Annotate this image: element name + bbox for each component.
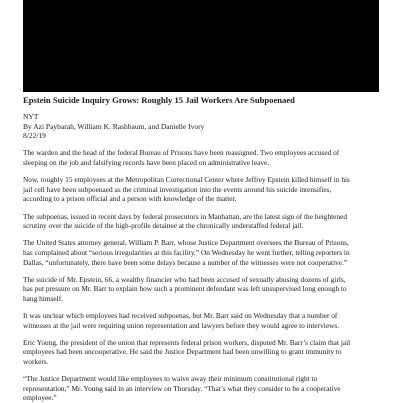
paragraph-line: according to a prison official and a person with knowledge of the matter. [23, 194, 237, 204]
paragraph-line: The United States attorney general, William P. Barr, whose Justice Department oversees the Bureau of Prisons, [23, 238, 349, 248]
paragraph-line: “The Justice Department would like employees to waive away their minimum constitutional right to [23, 374, 318, 384]
paragraph-line: Eric Young, the president of the union that represents federal prison workers, disputed Mr. Barr’s claim that jail [23, 337, 351, 347]
article-meta [23, 112, 383, 141]
article-paragraph [23, 175, 383, 204]
article-body [23, 148, 383, 403]
paragraph-line: jail cell have been subpoenaed as the criminal investigation into the events around his suicide intensifies, [23, 184, 332, 194]
article-byline: By Azi Paybarah, William K. Rashbaum, and Danielle Ivory [23, 121, 205, 131]
paragraph-line: Now, roughly 15 employees at the Metropolitan Correctional Center where Jeffrey Epstein killed himself in his [23, 175, 350, 185]
article-paragraph [23, 275, 383, 304]
article-source: NYT [23, 112, 39, 121]
paragraph-line: The warden and the head of the federal Bureau of Prisons have been reassigned. Two employees accused of [23, 148, 340, 158]
paragraph-line: workers. [23, 357, 49, 367]
paragraph-line: scrutiny over the suicide of the high-profile detainee at the chronically understaffed federal jail. [23, 221, 304, 231]
paragraph-line: has put pressure on Mr. Barr to explain how such a prominent defendant was left unsupervised long enough to [23, 284, 347, 294]
article-paragraph [23, 311, 383, 330]
paragraph-line: has complained about “serious irregularities at this facility.” On Wednesday he went further, telling reporters in [23, 247, 350, 257]
article-paragraph [23, 374, 383, 403]
paragraph-line: witnesses at the jail were requiring union representation and lawyers before they would agree to interviews. [23, 320, 340, 330]
article-paragraph [23, 148, 383, 167]
paragraph-line: employee.” [23, 393, 57, 403]
paragraph-line: It was unclear which employees had received subpoenas, but Mr. Barr said on Wednesday that a number of [23, 311, 338, 321]
paragraph-line: hang himself. [23, 293, 63, 303]
paragraph-line: The subpoenas, issued in recent days by federal prosecutors in Manhattan, are the latest sign of the heightened [23, 211, 348, 221]
paragraph-line: The suicide of Mr. Epstein, 66, a wealthy financier who had been accused of sexually abusing dozens of girls, [23, 274, 346, 284]
article-paragraph [23, 238, 383, 267]
article-paragraph [23, 338, 383, 367]
article-paragraph [23, 212, 383, 231]
paragraph-line: Dallas, “unfortunately, there have been some delays because a number of the witnesses were not cooperative.” [23, 257, 348, 267]
paragraph-line: sleeping on the job and falsifying records have been placed on administrative leave. [23, 157, 270, 167]
paragraph-line: employees had been uncooperative. He said the Justice Department had been unwilling to grant immunity to [23, 347, 342, 357]
article [23, 95, 383, 403]
header-image [23, 0, 379, 92]
paragraph-line: representation,” Mr. Young said in an interview on Thursday. “That’s what they consider to be a cooperative [23, 383, 341, 393]
article-headline: Epstein Suicide Inquiry Grows: Roughly 15 Jail Workers Are Subpoenaed [23, 95, 295, 105]
article-date: 8/22/19 [23, 131, 46, 141]
